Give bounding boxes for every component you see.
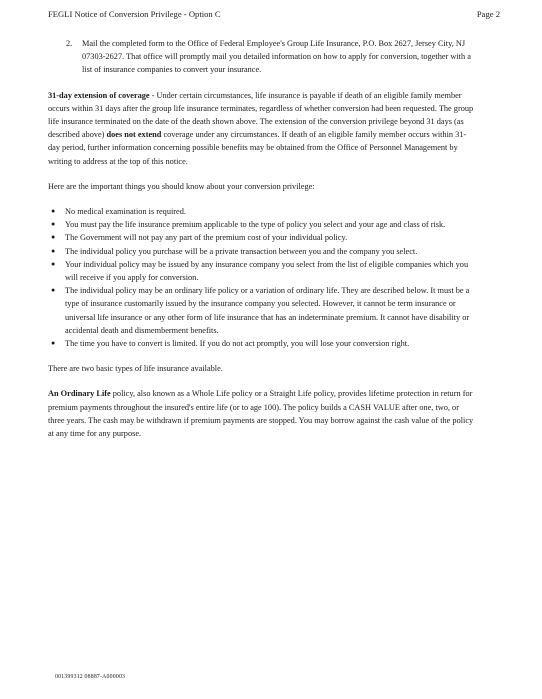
item-number: 2. (66, 39, 73, 48)
extension-heading: 31-day extension of coverage (48, 90, 150, 100)
ordinary-life-paragraph (48, 387, 476, 440)
bullet-text: You must pay the life insurance premium applicable to the type of policy you select and your age and class of risk. (65, 220, 446, 230)
bullet-icon: ● (51, 286, 56, 295)
page-number: Page 2 (476, 9, 500, 19)
bullet-item (48, 218, 476, 231)
ordinary-life-heading: An Ordinary Life (48, 389, 111, 399)
bullet-text: The individual policy may be an ordinary life policy or a variation of ordinary life. They are described below. It must be a type of insurance customarily issued by the insurance company you selected. However, it cannot be term insurance or universal life insurance or any other form of life insurance that has an indeterminate premium. It cannot have disability or accidental death and dismemberment benefits. (65, 286, 470, 335)
privilege-bullet-list (48, 205, 476, 350)
bullet-icon: ● (51, 339, 56, 348)
header-title: FEGLI Notice of Conversion Privilege - Option C (48, 9, 221, 19)
bullet-text: Your individual policy may be issued by any insurance company you select from the list of eligible companies which you will receive if you apply for conversion. (65, 259, 469, 283)
bullet-icon: ● (51, 259, 56, 268)
ordinary-life-text: policy, also known as a Whole Life policy or a Straight Life policy, provides lifetime protection in return for premium payments throughout the insured's entire life (or to age 100). The policy builds a CASH VALUE after one, two, or three years. The cash may be withdrawn if premium payments are stopped. You may borrow against the cash value of the policy at any time for any purpose. (48, 389, 474, 439)
document-body (48, 37, 476, 452)
bullet-item (48, 205, 476, 218)
bullet-item (48, 258, 476, 284)
types-paragraph: There are two basic types of life insurance available. (48, 364, 223, 374)
document-id-footer: 001399312 08887-A000003 (55, 674, 126, 680)
bullet-text: The Government will not pay any part of the premium cost of your individual policy. (65, 233, 348, 243)
bullet-icon: ● (51, 233, 56, 242)
item-text: Mail the completed form to the Office of Federal Employee's Group Life Insurance, P.O. Box 2627, Jersey City, NJ 07303-2627. That office will promptly mail you detailed information on how to apply for conversion, together with a list of insurance companies to convert your insurance. (82, 39, 471, 75)
bullet-icon: ● (51, 220, 56, 229)
bullet-text: The individual policy you purchase will be a private transaction between you and the company you select. (65, 246, 418, 256)
bullet-item (48, 231, 476, 244)
bullet-text: The time you have to convert is limited. If you do not act promptly, you will lose your conversion right. (65, 339, 410, 349)
extension-text-2: coverage under any circumstances. If death of an eligible family member occurs within 31-day period, further information concerning possible benefits may be obtained from the Office of Personnel Management by writing to address at the top of this notice. (48, 130, 467, 166)
bullet-text: No medical examination is required. (65, 207, 186, 217)
page-header (48, 9, 500, 23)
numbered-item-2 (66, 37, 476, 77)
bullet-icon: ● (51, 207, 56, 216)
bullet-item (48, 284, 476, 337)
bullet-item (48, 245, 476, 258)
bullet-item (48, 337, 476, 350)
extension-emphasis: does not extend (106, 130, 162, 140)
extension-paragraph (48, 89, 476, 168)
intro-paragraph: Here are the important things you should know about your conversion privilege: (48, 181, 315, 191)
bullet-icon: ● (51, 246, 56, 255)
extension-text-1: - Under certain circumstances, life insurance is payable if death of an eligible family member occurs within 31 days after the group life insurance terminates, regardless of whether conversion had been requested. The group life insurance terminated on the date of the death shown above. The extension of the conversion privilege beyond 31 days (as described above) (48, 90, 474, 140)
